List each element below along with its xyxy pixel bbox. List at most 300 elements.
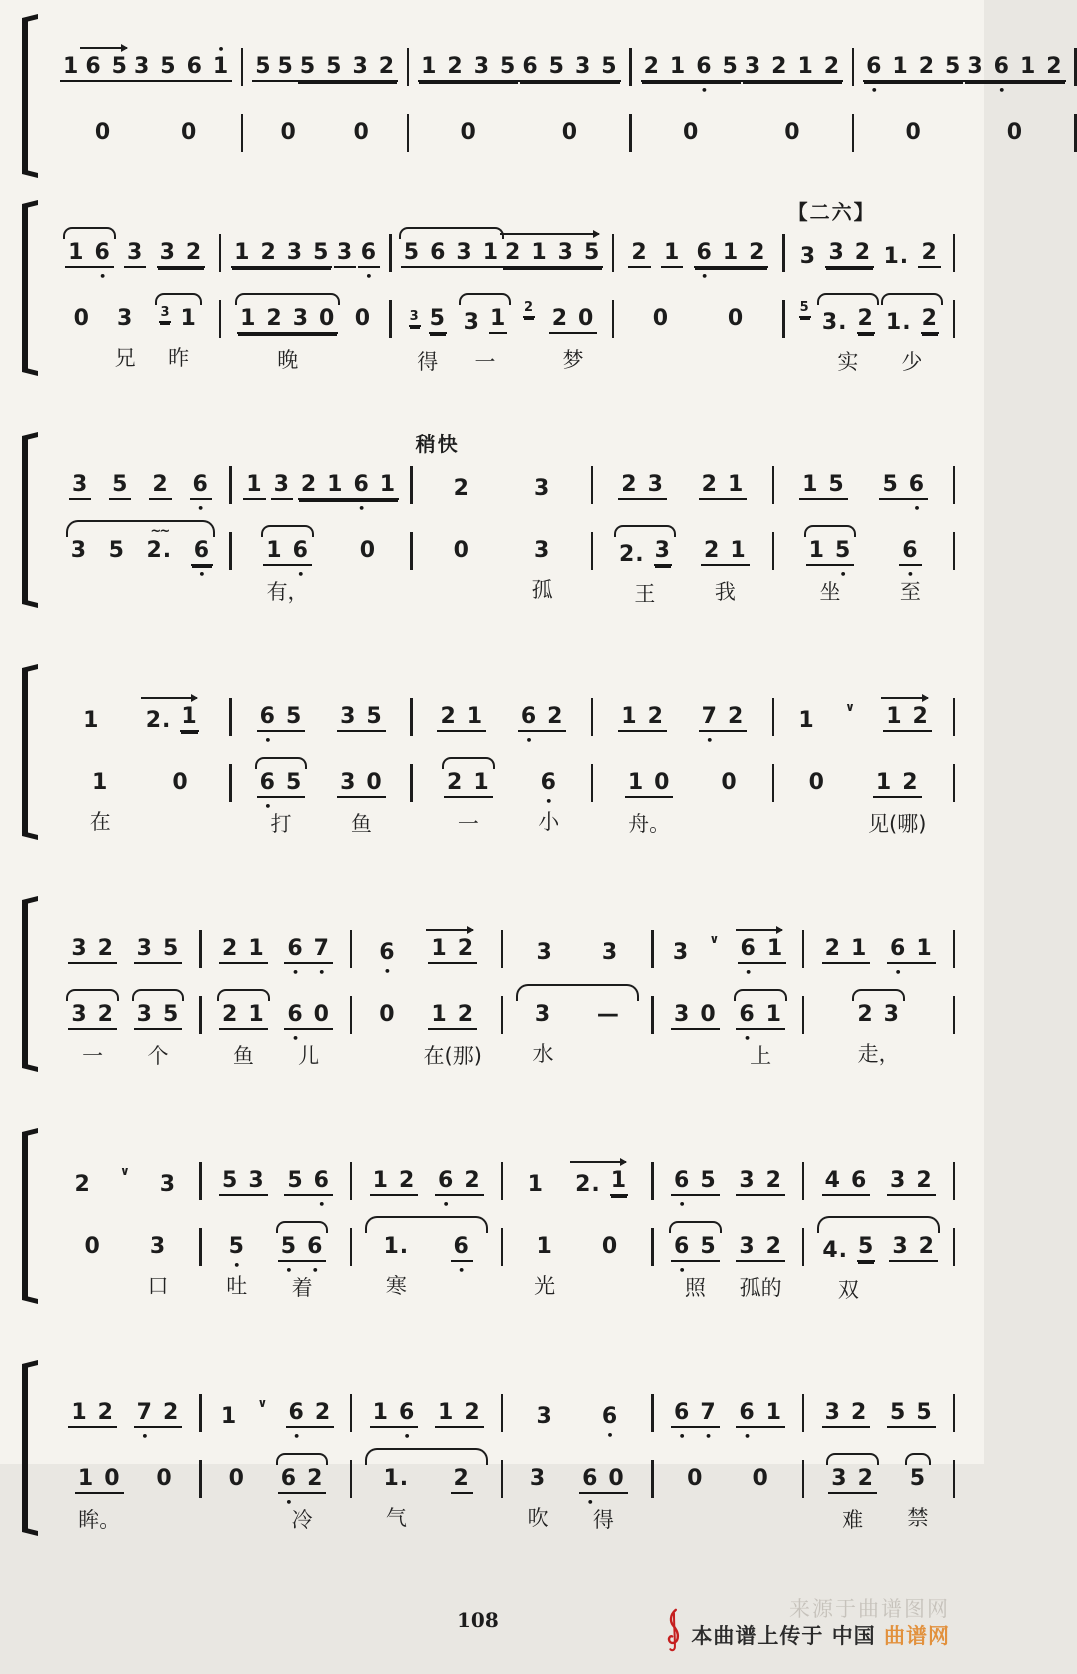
note-glyph: 3 — [70, 538, 88, 563]
octave-dot-low: • — [233, 1259, 241, 1272]
note-group — [819, 1234, 877, 1302]
note — [73, 308, 91, 330]
lyric: 一 — [457, 812, 479, 836]
note-glyph: 3 — [71, 1002, 88, 1027]
note — [915, 938, 933, 960]
note — [885, 706, 903, 728]
upper-measure — [853, 16, 1076, 97]
note-glyph: 5 — [403, 240, 421, 265]
note — [437, 1402, 455, 1424]
note-glyph: 6 — [739, 1400, 756, 1425]
note — [339, 772, 357, 794]
note-glyph: 3 — [557, 240, 574, 265]
note — [856, 1004, 874, 1026]
tie-mark — [399, 227, 504, 239]
note-glyph: 1 — [372, 1168, 389, 1193]
octave-dot-low: • — [197, 502, 205, 515]
lyric: 光 — [534, 1274, 556, 1298]
octave-dot-low: • — [701, 270, 709, 283]
note — [536, 1406, 554, 1428]
note — [889, 1170, 907, 1192]
note-glyph: 0 — [601, 1234, 619, 1259]
note-glyph: 1 — [473, 770, 490, 795]
note — [770, 56, 788, 78]
octave-dot-low: • — [383, 965, 391, 978]
note — [827, 474, 845, 496]
note-glyph: 3 — [534, 538, 551, 563]
lower-measure — [853, 98, 1076, 180]
note-glyph: 6 — [288, 1400, 305, 1425]
note-group — [822, 938, 871, 964]
note-glyph: 0 — [319, 306, 336, 331]
note-glyph: 1 — [798, 708, 815, 733]
lyric: 水 — [532, 1042, 554, 1066]
note-group — [147, 1234, 169, 1298]
note-glyph: 2 — [749, 240, 766, 265]
lower-measure — [50, 516, 231, 644]
note-glyph: 6 — [292, 538, 309, 563]
note — [722, 242, 740, 264]
lyric: 孤 — [531, 578, 553, 602]
note — [313, 1004, 331, 1026]
slur-mark — [459, 293, 512, 305]
note — [823, 56, 841, 78]
note-glyph: 1 — [246, 472, 263, 497]
note-glyph: 2 — [162, 1400, 180, 1425]
note-glyph: 3 — [136, 1002, 153, 1027]
note-glyph: 0 — [366, 770, 383, 795]
note-glyph: 2 — [857, 1466, 874, 1491]
note-group — [157, 242, 206, 268]
lyric: 气 — [385, 1506, 407, 1530]
system-bracket — [22, 20, 38, 172]
note — [783, 122, 801, 144]
note-glyph: 2 — [222, 936, 239, 961]
note — [686, 1468, 704, 1490]
note — [286, 242, 304, 264]
lyric: 我 — [714, 580, 736, 604]
note — [744, 56, 762, 78]
note — [577, 308, 595, 330]
note — [136, 1400, 154, 1443]
note — [259, 242, 277, 264]
note — [915, 1402, 933, 1424]
tie-mark — [881, 293, 943, 305]
note — [265, 308, 283, 330]
note-glyph: 3 — [824, 1400, 841, 1425]
octave-dot-low: • — [311, 1264, 319, 1277]
note — [701, 474, 719, 496]
note-group — [531, 478, 553, 500]
note — [136, 1004, 154, 1026]
octave-dot-high: • — [217, 43, 225, 56]
note-glyph: 2 — [921, 240, 938, 265]
note-glyph: 6 — [353, 472, 370, 497]
octave-dot-low: • — [700, 84, 708, 97]
note — [536, 1236, 554, 1258]
note-group — [671, 1004, 720, 1030]
note-glyph: 3 — [71, 936, 88, 961]
note-group — [92, 122, 114, 144]
note-group — [284, 936, 333, 979]
octave-dot-low: • — [264, 734, 272, 747]
note — [499, 56, 517, 78]
lyric: 兄 — [114, 346, 136, 370]
note — [652, 308, 670, 330]
note-group — [218, 1406, 240, 1428]
note — [908, 472, 926, 515]
note — [466, 706, 484, 728]
note — [439, 706, 457, 728]
note-glyph: 6 — [866, 54, 883, 79]
note-glyph: 1 — [850, 936, 868, 961]
note-glyph: ∨ — [119, 1164, 131, 1178]
upper-measure — [201, 1362, 352, 1443]
lyric: 实 — [837, 350, 859, 374]
note — [669, 56, 687, 78]
note-group — [599, 1236, 621, 1258]
note-group — [616, 538, 674, 606]
note-group — [428, 938, 477, 964]
note — [546, 706, 564, 728]
note-glyph: 0 — [353, 120, 370, 145]
system-4 — [12, 666, 954, 876]
note-glyph: 5 — [255, 54, 272, 79]
upper-measure — [502, 1130, 653, 1206]
slur-mark — [804, 525, 857, 537]
note-group — [738, 936, 787, 979]
breath-mark — [708, 926, 721, 948]
note — [228, 1468, 246, 1490]
note — [221, 1004, 239, 1026]
note-group — [60, 56, 82, 82]
note-group — [297, 56, 398, 82]
note-group — [219, 1170, 268, 1196]
note-glyph: 3 — [536, 940, 553, 965]
note-group — [502, 242, 603, 268]
note-glyph: 3 — [828, 240, 845, 265]
note-glyph: 1 — [180, 306, 197, 331]
note — [430, 1004, 448, 1026]
octave-dot-low: • — [704, 1430, 712, 1443]
note — [489, 308, 507, 334]
note-group — [458, 122, 480, 144]
note — [885, 312, 913, 334]
note-glyph: 1 — [722, 240, 740, 265]
note-glyph: 3 — [536, 1404, 553, 1429]
note — [352, 122, 370, 144]
note — [336, 242, 354, 264]
upper-measure — [653, 1130, 804, 1211]
note-glyph: 2 — [523, 300, 535, 315]
system-grid — [50, 898, 954, 1108]
lyric: 晚 — [277, 348, 299, 372]
note — [82, 710, 100, 732]
system-grid — [50, 434, 954, 644]
note-group — [451, 1468, 473, 1494]
note-glyph: 2 — [464, 1168, 481, 1193]
system-2 — [12, 202, 954, 412]
octave-dot-low: • — [358, 502, 366, 515]
note-glyph: 3 — [674, 1002, 691, 1027]
note — [610, 1170, 628, 1196]
note — [834, 538, 852, 581]
breath-mark — [844, 694, 857, 716]
lyric: 王 — [634, 582, 656, 606]
note-glyph: 1 — [886, 704, 903, 729]
note — [212, 43, 230, 79]
note-glyph: 3 — [340, 770, 357, 795]
note-group — [191, 538, 213, 581]
note — [62, 56, 80, 78]
upper-measure — [502, 898, 653, 974]
note-group — [68, 938, 117, 964]
lyric: 寒 — [385, 1274, 407, 1298]
note-glyph: 0 — [379, 1002, 396, 1027]
octave-dot-low: • — [606, 1429, 614, 1442]
note-glyph: 5 — [882, 472, 899, 497]
lyric: 有， — [266, 580, 309, 604]
note-glyph: 2 — [447, 770, 464, 795]
note — [339, 706, 357, 728]
note — [186, 56, 204, 78]
lyric: 冷 — [291, 1508, 313, 1532]
note — [300, 474, 318, 496]
note-glyph: 5 — [700, 1234, 717, 1259]
lower-measure — [220, 284, 390, 412]
octave-dot-low: • — [285, 1264, 293, 1277]
lower-measure — [408, 98, 631, 180]
note-group — [114, 306, 136, 370]
note-group — [298, 472, 399, 515]
note-glyph: 3 — [892, 1234, 909, 1259]
note — [372, 1402, 390, 1424]
note-glyph: 1 — [892, 54, 909, 79]
note-glyph: 2 — [505, 240, 522, 265]
note-group — [863, 54, 964, 97]
note-glyph: 3 — [117, 306, 134, 331]
note — [527, 1174, 545, 1196]
note-glyph: 1 — [621, 704, 638, 729]
note — [765, 1004, 783, 1026]
note — [126, 242, 144, 264]
note-group — [797, 246, 819, 268]
note-glyph: 1 — [669, 54, 687, 79]
note-glyph: 2 — [457, 1002, 475, 1027]
octave-dot-low: • — [365, 270, 373, 283]
system-bracket — [22, 1134, 38, 1298]
note — [280, 122, 298, 144]
note-glyph: 0 — [905, 120, 922, 145]
note-glyph: 6 — [674, 1400, 691, 1425]
note-glyph: 6 — [582, 1466, 599, 1491]
upper-measure — [50, 1130, 201, 1206]
upper-measure — [408, 16, 631, 92]
note — [920, 242, 938, 264]
note-glyph: 1 — [536, 1234, 553, 1259]
note-group — [286, 1400, 335, 1443]
note-glyph: 2 — [307, 1466, 324, 1491]
note-group — [684, 1468, 706, 1490]
note-glyph: 6 — [280, 1466, 298, 1491]
note-group — [75, 1466, 124, 1532]
note — [429, 242, 447, 264]
note — [912, 706, 930, 728]
note-group — [237, 306, 338, 372]
lower-measure — [592, 516, 773, 644]
note — [857, 308, 875, 334]
note — [71, 474, 89, 496]
lyric: 双 — [837, 1278, 859, 1302]
note — [821, 1240, 849, 1262]
note-group — [525, 1174, 547, 1196]
note-glyph: 0 — [313, 1002, 330, 1027]
octave-dot-low: • — [839, 568, 847, 581]
upper-measure — [351, 1130, 502, 1211]
upper-measure — [50, 1362, 201, 1443]
note-glyph: 5 — [722, 54, 739, 79]
note-glyph: 2 — [440, 704, 457, 729]
note-glyph: 3 — [574, 54, 592, 79]
note — [159, 242, 177, 264]
tempo-label: 稍快 — [415, 432, 460, 456]
upper-measure — [784, 202, 954, 278]
note-glyph: 3 — [352, 54, 369, 79]
note — [830, 1468, 848, 1490]
note-glyph: 1 — [610, 1168, 628, 1193]
note-glyph: 1 — [83, 708, 100, 733]
note-group — [903, 122, 925, 144]
note-group — [178, 122, 200, 144]
note — [801, 474, 819, 496]
octave-dot-low: • — [285, 1496, 293, 1509]
upper-measure — [242, 16, 408, 92]
note-glyph: 6 — [993, 54, 1010, 79]
upper-measure — [803, 898, 954, 979]
system-grid — [50, 1130, 954, 1340]
note-group — [451, 478, 473, 500]
note-glyph: 6 — [398, 1400, 416, 1425]
note — [159, 1174, 177, 1196]
upper-measure — [613, 202, 783, 283]
note-group — [451, 1234, 473, 1277]
note-glyph: 2 — [701, 472, 718, 497]
note-group — [134, 1002, 183, 1068]
upper-measure — [231, 434, 412, 515]
note-group — [451, 540, 473, 562]
note — [84, 56, 102, 78]
note — [701, 704, 719, 747]
note-glyph: 5 — [326, 54, 343, 79]
note-glyph: 3. — [821, 310, 848, 335]
octave-dot-low: • — [743, 1032, 751, 1045]
note — [460, 122, 478, 144]
note-group — [680, 122, 702, 144]
note-glyph: 3 — [463, 310, 480, 335]
note — [133, 56, 151, 78]
note-group — [284, 1168, 333, 1211]
upper-measure — [231, 666, 412, 747]
note-group — [243, 474, 265, 500]
note-group — [806, 772, 828, 794]
note-group — [907, 1466, 929, 1530]
note-glyph: 5 — [162, 1002, 180, 1027]
octave-dot-low: • — [678, 1264, 686, 1277]
note-glyph: 1 — [327, 472, 344, 497]
note — [185, 242, 203, 264]
note — [521, 56, 539, 78]
note — [151, 474, 169, 496]
lower-measure — [773, 748, 954, 876]
lyric: 眸。 — [78, 1508, 121, 1532]
note — [727, 474, 745, 496]
note-group — [527, 1466, 549, 1530]
slur-mark — [826, 1453, 879, 1465]
note-group — [381, 1234, 413, 1298]
note — [1019, 56, 1037, 78]
lower-measure — [50, 1212, 201, 1340]
note-glyph: 1 — [372, 1400, 389, 1425]
octave-dot-low: • — [141, 1430, 149, 1443]
note-glyph: 1 — [765, 1400, 782, 1425]
note-glyph: 5 — [228, 1234, 245, 1259]
octave-dot-low: • — [913, 502, 921, 515]
lower-measure — [803, 1212, 954, 1340]
note — [1006, 122, 1024, 144]
note — [918, 56, 936, 78]
system-grid — [50, 16, 1063, 180]
note-glyph: 5 — [500, 54, 517, 79]
note-group — [670, 942, 692, 964]
note — [727, 706, 745, 728]
note-group — [880, 246, 912, 268]
note-glyph: 6 — [453, 1234, 470, 1259]
note-glyph: 1 — [379, 472, 397, 497]
note-group — [82, 1236, 104, 1258]
note-glyph: 3 — [133, 54, 151, 79]
trem-mark: ~~ — [150, 524, 169, 539]
upper-measure — [50, 898, 201, 974]
note — [891, 56, 909, 78]
note-group — [618, 706, 667, 732]
note-glyph: 6 — [438, 1168, 455, 1193]
upper-measure — [351, 898, 502, 978]
note-group — [799, 474, 848, 500]
tie-mark — [905, 1453, 931, 1465]
upper-measure — [50, 666, 231, 742]
note-group — [701, 538, 750, 604]
note — [378, 56, 396, 78]
note-glyph: 3 — [534, 1002, 552, 1027]
system-7 — [12, 1362, 954, 1572]
slur-mark — [235, 293, 340, 305]
note-glyph: 4. — [822, 1238, 849, 1263]
note-group — [418, 56, 519, 82]
note — [277, 56, 295, 78]
note-glyph: 2. — [145, 708, 172, 733]
upper-measure — [803, 1130, 954, 1206]
note — [228, 1234, 246, 1272]
note-group — [190, 472, 212, 515]
lyric: 走， — [857, 1042, 900, 1066]
slur-mark — [852, 989, 905, 1001]
note-group — [534, 1406, 556, 1428]
octave-dot-low: • — [99, 270, 107, 283]
watermark-source-text: 来源于曲谱图网 — [789, 1597, 950, 1621]
note-glyph: 3 — [248, 1168, 265, 1193]
note-glyph: 0 — [727, 306, 745, 331]
note-glyph: 1 — [527, 1172, 544, 1197]
